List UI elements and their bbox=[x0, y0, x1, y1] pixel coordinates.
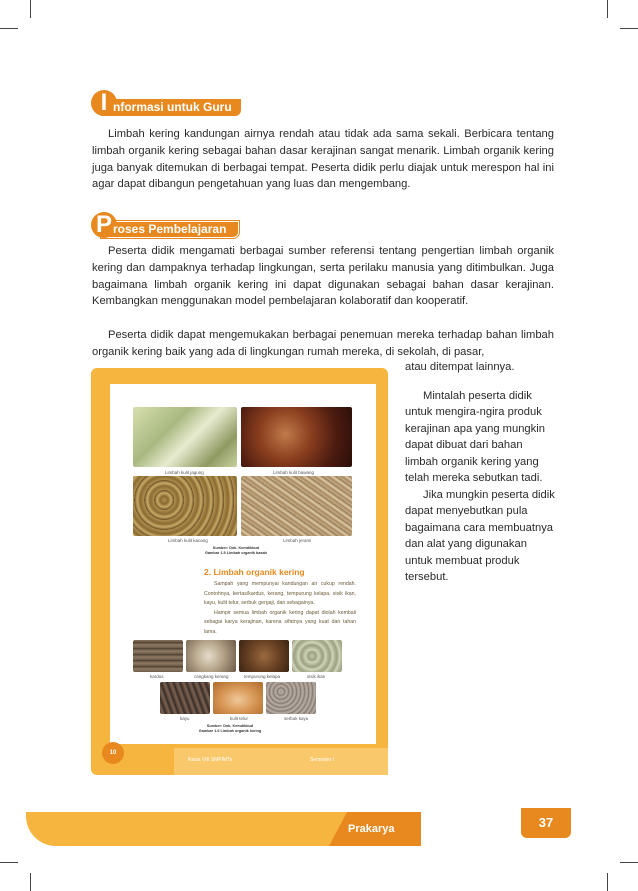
photo-kulit-telur bbox=[213, 682, 263, 714]
crop-mark-tr-v bbox=[607, 0, 608, 18]
heading-label: nformasi untuk Guru bbox=[113, 100, 232, 114]
caption-serbuk-kayu: serbuk kayu bbox=[284, 716, 309, 721]
page-number: 37 bbox=[521, 808, 571, 838]
book-strip-semester: Semester I bbox=[310, 757, 335, 763]
caption-jerami: Limbah jerami bbox=[283, 538, 312, 543]
heading-proses-pembelajaran bbox=[91, 212, 241, 238]
photo-kulit-bawang bbox=[241, 407, 352, 467]
photo-kardus bbox=[133, 640, 183, 672]
heading-initial: I bbox=[91, 90, 117, 116]
paragraph-proses-1: Peserta didik mengamati berbagai sumber referensi tentang pengertian limbah organik kering dan dampaknya terhadap lingkungan, serta perilaku manusia yang ditimbulkan. Juga bagaimana limbah organik kering ini dapat digunakan sebagai bahan dasar kerajinan. Kembangkan menggunakan model pembelajaran kolaboratif dan kooperatif. bbox=[92, 245, 554, 308]
caption-tempurung-kelapa: tempurung kelapa bbox=[244, 674, 281, 679]
paragraph-proses-2-end: atau ditempat lainnya. bbox=[405, 361, 515, 373]
caption-kayu: kayu bbox=[180, 716, 190, 721]
crop-mark-bl-h bbox=[0, 862, 18, 863]
crop-mark-br-v bbox=[607, 873, 608, 891]
crop-mark-tl-h bbox=[0, 28, 18, 29]
caption-kulit-jagung: Limbah kulit jagung bbox=[165, 470, 204, 475]
photo-tempurung-kelapa bbox=[239, 640, 289, 672]
book-strip-class: Kelas VIII SMP/MTs bbox=[188, 757, 233, 763]
figure-source-2: Sumber: Dok. Kemdikbud Gambar 1.6 Limbah organik kering bbox=[198, 724, 262, 733]
photo-kayu bbox=[160, 682, 210, 714]
sidebar-text-2: Jika mungkin peserta didik dapat menyebutkan pula bagaimana cara membuatnya dan alat yang digunakan untuk membuat produk tersebut. bbox=[405, 489, 555, 584]
figure-source-1: Sumber: Dok. Kemdikbud Gambar 1.5 Limbah organik basah bbox=[204, 546, 268, 555]
footer-book-title: Prakarya bbox=[348, 823, 395, 835]
crop-mark-tl-v bbox=[30, 0, 31, 18]
photo-cangkang-kerang bbox=[186, 640, 236, 672]
caption-kardus: kardus bbox=[150, 674, 164, 679]
caption-kulit-bawang: Limbah kulit bawang bbox=[273, 470, 315, 475]
heading-initial: P bbox=[91, 212, 117, 238]
caption-kulit-telur: kulit telur bbox=[230, 716, 249, 721]
book-page-number: 10 bbox=[102, 742, 124, 764]
photo-sisik-ikan bbox=[292, 640, 342, 672]
paragraph-informasi-guru: Limbah kering kandungan airnya rendah atau tidak ada sama sekali. Berbicara tentang limbah organik kering sebagai bahan dasar kerajinan sangat menarik. Limbah organik kering juga banyak ditemukan di berbagai tempat. Peserta didik perlu diajak untuk merespon hal ini agar dapat dibangun pengetahuan yang luas dan mengembang. bbox=[92, 128, 554, 191]
crop-mark-br-h bbox=[620, 862, 638, 863]
crop-mark-tr-h bbox=[620, 28, 638, 29]
inner-heading: 2. Limbah organik kering bbox=[204, 567, 305, 577]
photo-jerami bbox=[241, 476, 352, 536]
caption-cangkang-kerang: cangkang kerang bbox=[194, 674, 229, 679]
crop-mark-bl-v bbox=[30, 873, 31, 891]
caption-kulit-kacang: Limbah kulit kacang bbox=[168, 538, 208, 543]
heading-informasi-guru bbox=[91, 90, 241, 116]
sidebar-text-1: Mintalah peserta didik untuk mengira-ngira produk kerajinan apa yang mungkin dapat dibuat dari bahan limbah organik kering yang telah mereka sebutkan tadi. bbox=[405, 390, 545, 485]
photo-kulit-jagung bbox=[133, 407, 237, 467]
inner-text: Sampah yang mempunyai kandungan air cukup rendah. Contohnya, kertas/kardus, kerang, tempurung kelapa, sisik ikan, kayu, kulit telur, serbuk gergaji, dan sebagainya. Hampir semua limbah organik kering dapat diolah kembali sebagai karya kerajinan, karena sifatnya yang kuat dan tahan lama. bbox=[204, 581, 356, 635]
photo-serbuk-kayu bbox=[266, 682, 316, 714]
paragraph-proses-2: Peserta didik dapat mengemukakan berbagai penemuan mereka terhadap bahan limbah organik kering baik yang ada di lingkungan rumah mereka, di sekolah, di pasar, bbox=[92, 329, 554, 358]
caption-sisik-ikan: sisik ikan bbox=[307, 674, 326, 679]
photo-kulit-kacang bbox=[133, 476, 237, 536]
heading-label: roses Pembelajaran bbox=[113, 222, 227, 236]
